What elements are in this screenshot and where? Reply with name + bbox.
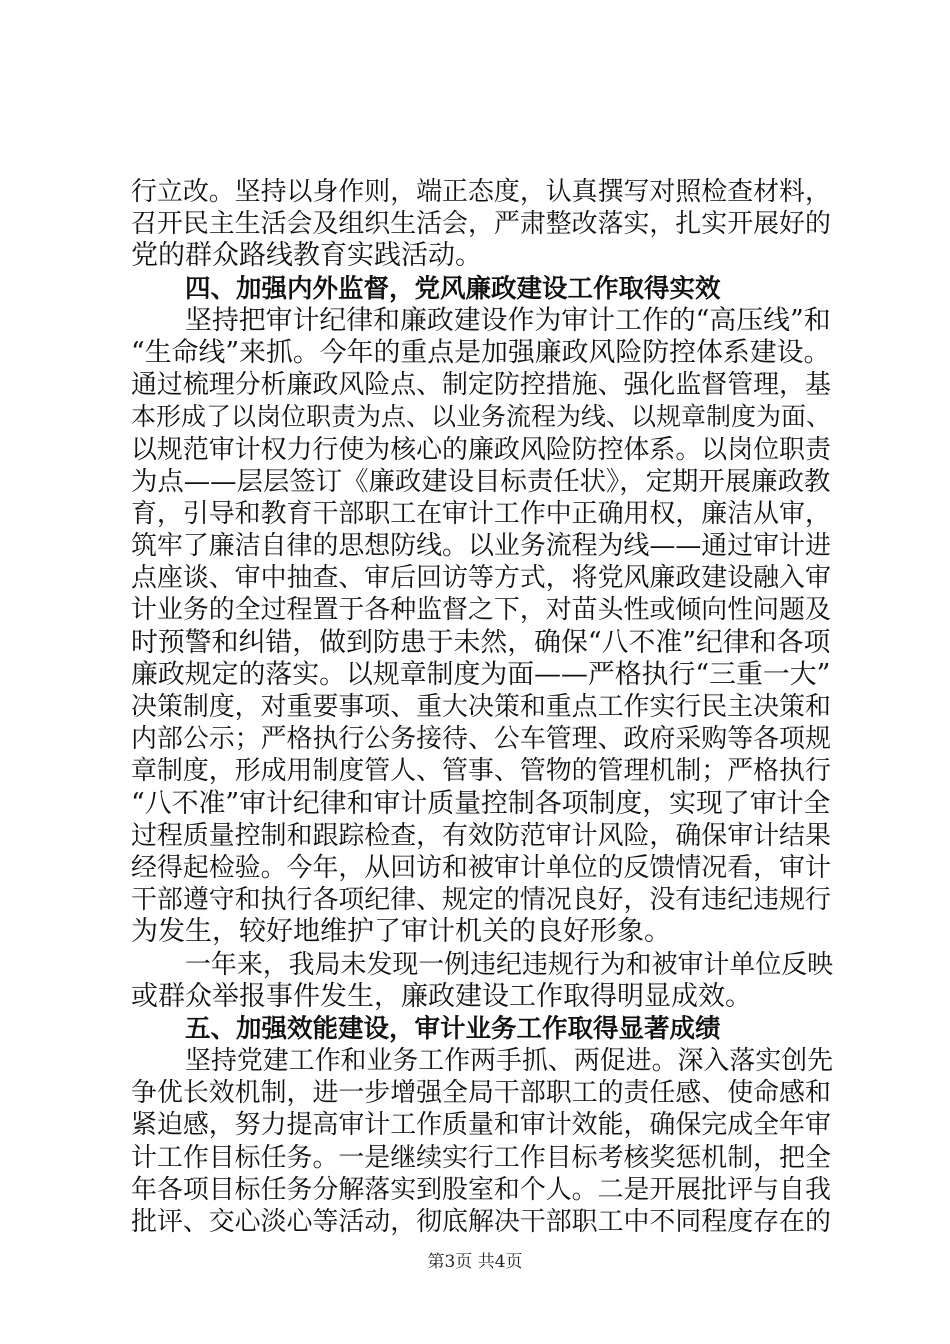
paragraph-line: 章制度，形成用制度管人、管事、管物的管理机制；严格执行: [131, 756, 831, 787]
paragraph-line: 计工作目标任务。一是继续实行工作目标考核奖惩机制，把全: [131, 1142, 831, 1173]
paragraph-line: 年各项目标任务分解落实到股室和个人。二是开展批评与自我: [131, 1174, 831, 1205]
paragraph-line: “八不准”审计纪律和审计质量控制各项制度，实现了审计全: [131, 787, 831, 819]
paragraph-line: 通过梳理分析廉政风险点、制定防控措施、强化监督管理，基: [131, 370, 831, 401]
paragraph-line: 坚持党建工作和业务工作两手抓、两促进。深入落实创先: [185, 1046, 834, 1077]
paragraph-line: 坚持把审计纪律和廉政建设作为审计工作的“高压线”和: [185, 304, 831, 336]
paragraph-line: 以规范审计权力行使为核心的廉政风险防控体系。以岗位职责: [131, 434, 831, 465]
paragraph-line: 一年来，我局未发现一例违纪违规行为和被审计单位反映: [185, 949, 834, 980]
paragraph-line: 为发生，较好地维护了审计机关的良好形象。: [131, 916, 671, 948]
paragraph-line: 干部遵守和执行各项纪律、规定的情况良好，没有违纪违规行: [131, 885, 831, 916]
paragraph-line: 行立改。坚持以身作则，端正态度，认真撰写对照检查材料，: [131, 177, 831, 207]
section-heading: 四、加强内外监督，党风廉政建设工作取得实效: [185, 273, 721, 304]
paragraph-line: 或群众举报事件发生，廉政建设工作取得明显成效。: [131, 980, 752, 1012]
paragraph-line: 育，引导和教育干部职工在审计工作中正确用权，廉洁从审，: [131, 498, 831, 529]
paragraph-line: 争优长效机制，进一步增强全局干部职工的责任感、使命感和: [131, 1078, 831, 1109]
paragraph-line: “生命线”来抓。今年的重点是加强廉政风险防控体系建设。: [131, 336, 831, 368]
paragraph-line: 本形成了以岗位职责为点、以业务流程为线、以规章制度为面、: [131, 402, 832, 432]
document-body: [131, 176, 834, 1238]
paragraph-line: 党的群众路线教育实践活动。: [131, 240, 482, 272]
paragraph-line: 廉政规定的落实。以规章制度为面——严格执行“三重一大”: [131, 658, 831, 690]
paragraph-line: 时预警和纠错，做到防患于未然，确保“八不准”纪律和各项: [131, 626, 831, 658]
section-heading: 五、加强效能建设，审计业务工作取得显著成绩: [185, 1013, 721, 1044]
paragraph-line: 经得起检验。今年，从回访和被审计单位的反馈情况看，审计: [131, 852, 831, 883]
paragraph-line: 批评、交心淡心等活动，彻底解决干部职工中不同程度存在的: [131, 1207, 831, 1237]
paragraph-line: 召开民主生活会及组织生活会，严肃整改落实，扎实开展好的: [131, 209, 831, 240]
paragraph-line: 为点——层层签订《廉政建设目标责任状》，定期开展廉政教: [131, 465, 831, 497]
paragraph-line: 内部公示；严格执行公务接待、公车管理、政府采购等各项规: [131, 724, 831, 755]
page-footer: 第3页 共4页: [427, 1252, 523, 1272]
paragraph-line: 决策制度，对重要事项、重大决策和重点工作实行民主决策和: [131, 692, 831, 722]
paragraph-line: 过程质量控制和跟踪检查，有效防范审计风险，确保审计结果: [131, 820, 831, 851]
paragraph-line: 筑牢了廉洁自律的思想防线。以业务流程为线——通过审计进: [131, 531, 831, 562]
paragraph-line: 点座谈、审中抽查、审后回访等方式，将党风廉政建设融入审: [131, 563, 831, 594]
paragraph-line: 计业务的全过程置于各种监督之下，对苗头性或倾向性问题及: [131, 595, 831, 626]
paragraph-line: 紧迫感，努力提高审计工作质量和审计效能，确保完成全年审: [131, 1110, 831, 1141]
